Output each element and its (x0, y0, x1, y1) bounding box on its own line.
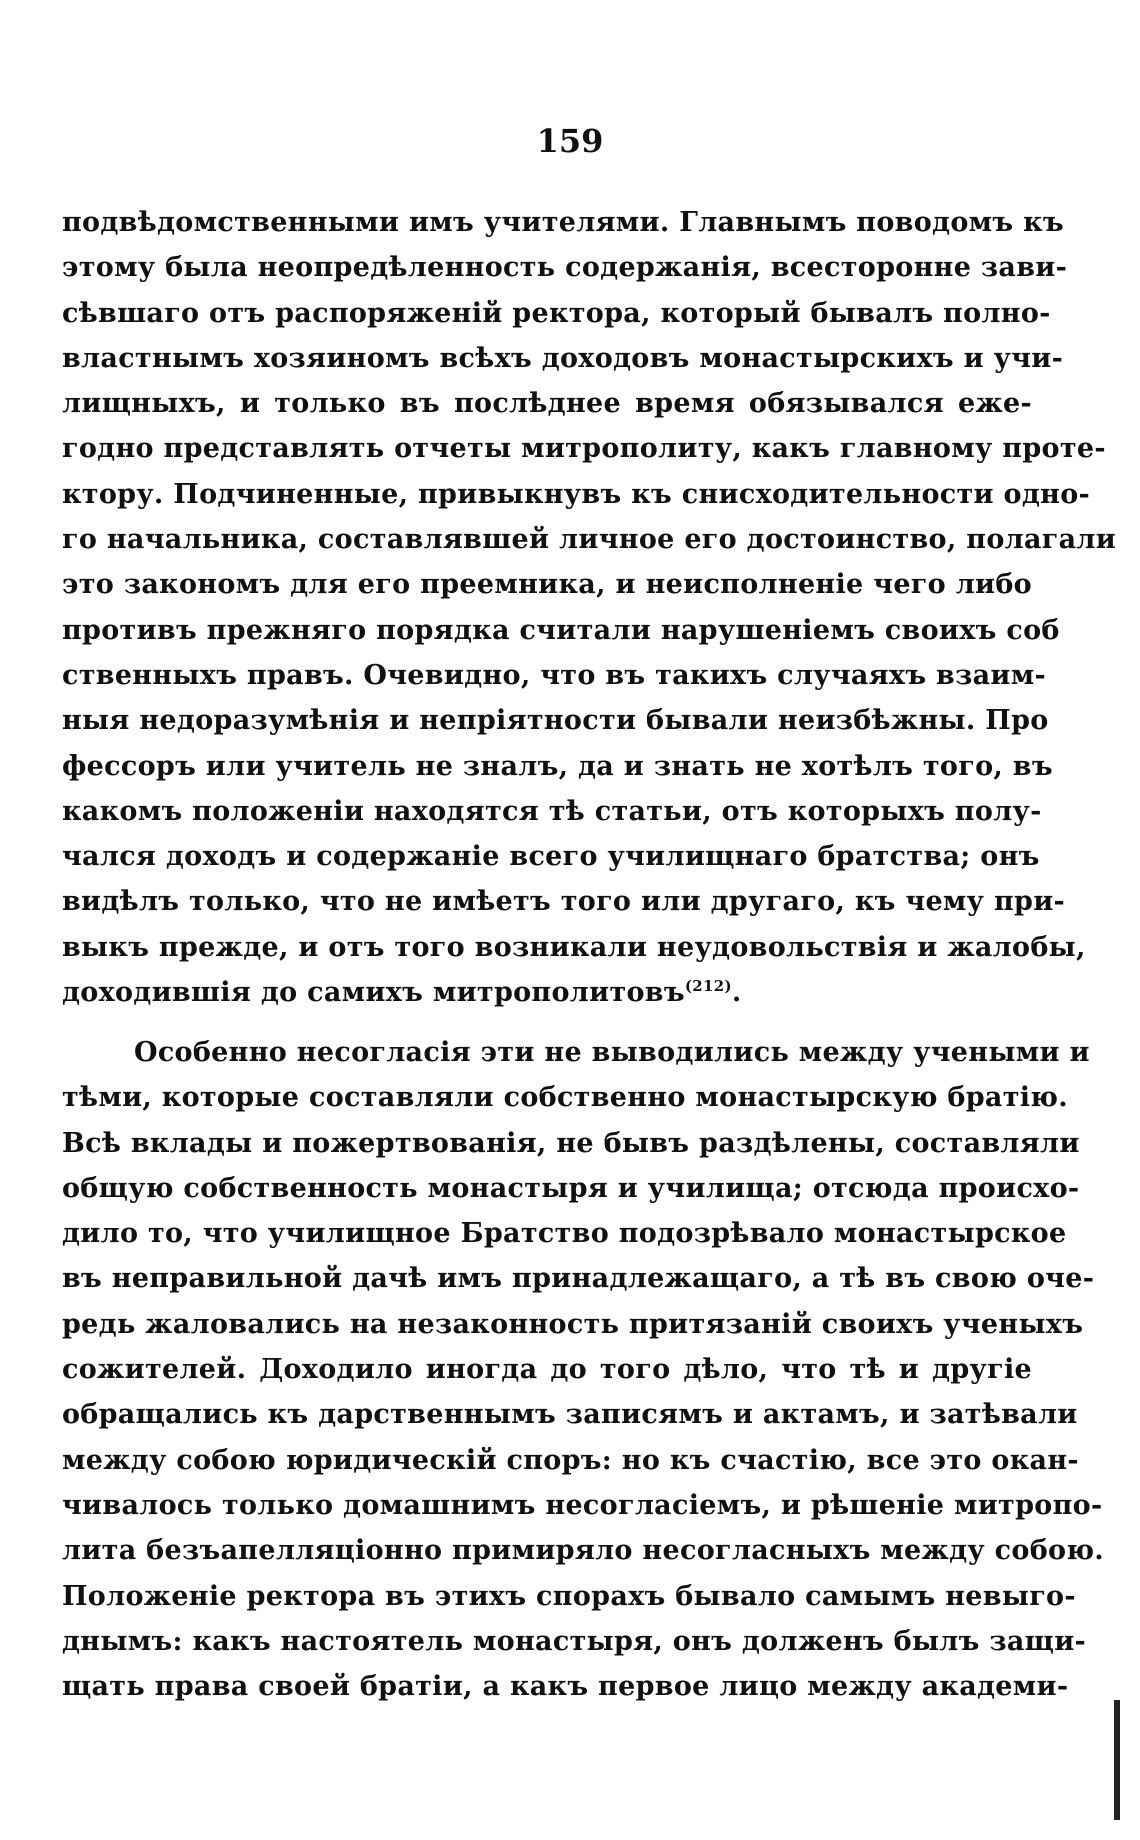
text-line: этому была неопредѣленность содержанія, всесторонне зави- (62, 252, 1068, 284)
text-line: Положеніе ректора въ этихъ спорахъ бывало самымъ невыго- (62, 1580, 1076, 1612)
text-line: чивалось только домашнимъ несогласіемъ, и рѣшеніе митропо- (62, 1489, 1103, 1521)
text-line: годно представлять отчеты митрополиту, какъ главному проте- (62, 433, 1106, 465)
text-line: редь жаловались на незаконность притязаній своихъ ученыхъ (62, 1308, 1084, 1340)
text-line: фессоръ или учитель не зналъ, да и знать не хотѣлъ того, въ (62, 750, 1053, 782)
text-line: дило то, что училищное Братство подозрѣвало монастырское (62, 1218, 1067, 1250)
text-line: лита безъапелляціонно примиряло несогласныхъ между собою. (62, 1535, 1105, 1567)
text-line: обращались къ дарственнымъ записямъ и актамъ, и затѣвали (62, 1399, 1078, 1431)
paragraph-1 (62, 200, 1117, 1015)
text-line: какомъ положеніи находятся тѣ статьи, отъ которыхъ полу- (62, 795, 1042, 827)
text-line: лищныхъ, и только въ послѣднее время обязывался еже- (62, 388, 1032, 420)
text-line: Всѣ вклады и пожертвованія, не бывъ раздѣлены, составляли (62, 1127, 1080, 1159)
text-line: видѣлъ только, что не имѣетъ того или другаго, къ чему при- (62, 886, 1066, 918)
paragraph-2 (62, 1030, 1105, 1709)
text-line: ственныхъ правъ. Очевидно, что въ такихъ случаяхъ взаим- (62, 659, 1047, 691)
page-number: 159 (536, 122, 604, 160)
footnote-reference: (212) (684, 977, 732, 996)
text-line: чался доходъ и содержаніе всего училищнаго братства; онъ (62, 841, 1040, 873)
text-line: подвѣдомственными имъ учителями. Главнымъ поводомъ къ (62, 207, 1064, 238)
text-line: между собою юридическій споръ: но къ счастію, все это окан- (62, 1444, 1079, 1476)
text-line: сѣвшаго отъ распоряженій ректора, который бывалъ полно- (62, 297, 1051, 329)
text-line: въ неправильной дачѣ имъ принадлежащаго, а тѣ въ свою оче- (62, 1263, 1095, 1295)
text-line: противъ прежняго порядка считали нарушеніемъ своихъ соб (62, 614, 1060, 646)
text-line: выкъ прежде, и отъ того возникали неудовольствія и жалобы, (62, 931, 1086, 963)
text-line: властнымъ хозяиномъ всѣхъ доходовъ монастырскихъ и учи- (62, 342, 1064, 374)
page-edge-mark (1114, 1700, 1120, 1820)
text-line: Особенно несогласія эти не выводились между учеными и (134, 1037, 1090, 1068)
text-line-last (62, 970, 1032, 1015)
closing-punctuation: . (731, 977, 742, 1009)
text-line: это закономъ для его преемника, и неисполненіе чего либо (62, 569, 1032, 601)
text-line-content: доходившія до самихъ митрополитовъ (62, 977, 685, 1009)
text-line: общую собственность монастыря и училища; отсюда происхо- (62, 1172, 1080, 1204)
text-line: сожителей. Доходило иногда до того дѣло, что тѣ и другіе (62, 1354, 1032, 1386)
text-line: днымъ: какъ настоятель монастыря, онъ долженъ былъ защи- (62, 1625, 1087, 1657)
text-line: го начальника, составлявшей личное его достоинство, полагали (62, 524, 1117, 556)
text-line: ныя недоразумѣнія и непріятности бывали неизбѣжны. Про (62, 705, 1049, 737)
text-line: щать права своей братіи, а какъ первое лицо между академи- (62, 1671, 1069, 1703)
text-line: ктору. Подчиненные, привыкнувъ къ снисходительности одно- (62, 478, 1091, 510)
text-line: тѣми, которые составляли собственно монастырскую братію. (62, 1082, 1068, 1114)
